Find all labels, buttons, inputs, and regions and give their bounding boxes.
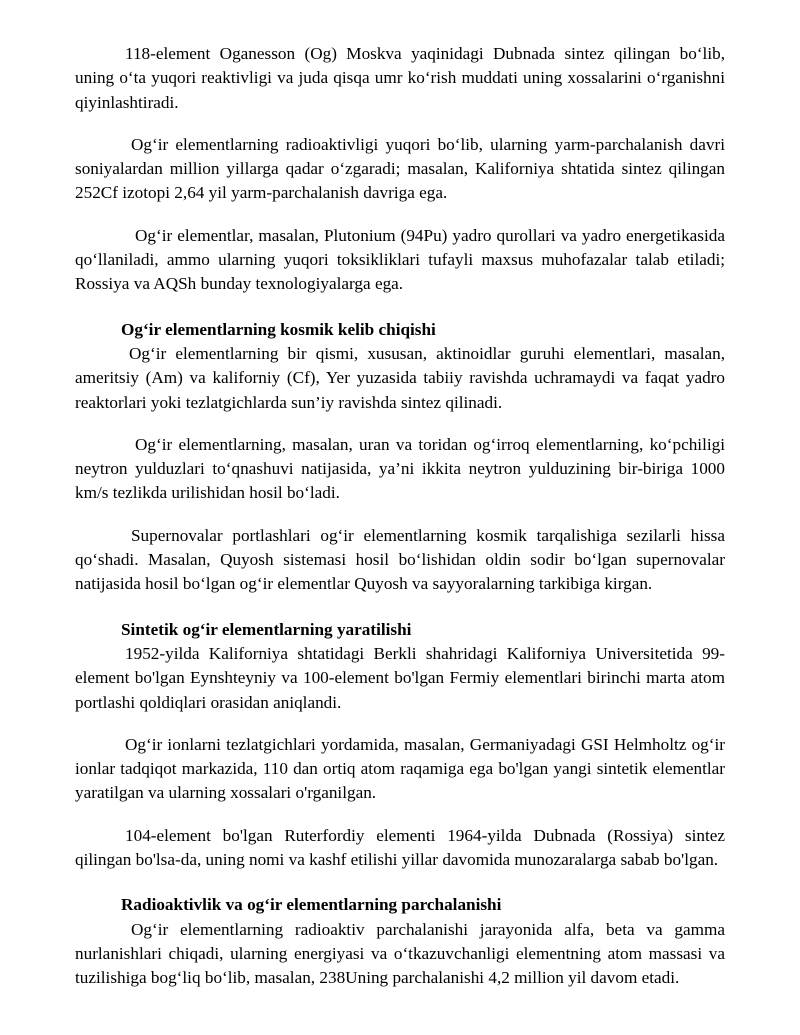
paragraph: Og‘ir elementlarning, masalan, uran va toridan og‘irroq elementlarning, ko‘pchiligi neytron yulduzlari to‘qnashuvi natijasida, ya’ni ikkita neytron yulduzining bir-biriga 1000 km/s tezlikda urilishidan hosil bo‘ladi. [75, 434, 725, 503]
document-page [75, 42, 725, 991]
section-heading: Radioaktivlik va og‘ir elementlarning parchalanishi [121, 895, 502, 915]
paragraph: Og‘ir elementlarning bir qismi, xususan, aktinoidlar guruhi elementlari, masalan, ameritsiy (Am) va kaliforniy (Cf), Yer yuzasida tabiiy ravishda uchramaydi va faqat yadro reaktorlari yoki tezlatgichlarda sun’iy ravishda sintez qilinadi. [75, 343, 725, 412]
paragraph: 118-element Oganesson (Og) Moskva yaqinidagi Dubnada sintez qilingan bo‘lib, uning o‘ta yuqori reaktivligi va juda qisqa umr ko‘rish muddati uning xossalarini o‘rganishni qiyinlashtiradi. [75, 44, 725, 112]
paragraph: Og‘ir elementlar, masalan, Plutonium (94Pu) yadro qurollari va yadro energetikasida qo‘llaniladi, ammo ularning yuqori toksikliklari tufayli maxsus muhofazalar talab etiladi; Rossiya va AQSh bunday texnologiyalarga ega. [75, 225, 725, 294]
paragraph: Supernovalar portlashlari og‘ir elementlarning kosmik tarqalishiga sezilarli hissa qo‘shadi. Masalan, Quyosh sistemasi hosil bo‘lishidan oldin sodir bo‘lgan supernovalar natijasida hosil bo‘lgan og‘ir elementlar Quyosh va sayyoralarning tarkibiga kirgan. [75, 525, 725, 594]
paragraph: Og‘ir elementlarning radioaktiv parchalanishi jarayonida alfa, beta va gamma nurlanishlari chiqadi, ularning energiyasi va o‘tkazuvchanligi elementning atom massasi va tuzilishiga bog‘liq bo‘lib, masalan, 238Uning parchalanishi 4,2 million yil davom etadi. [75, 919, 725, 988]
paragraph: Og‘ir ionlarni tezlatgichlari yordamida, masalan, Germaniyadagi GSI Helmholtz og‘ir ionlar tadqiqot markazida, 110 dan ortiq atom raqamiga ega bo'lgan yangi sintetik elementlar yaratilgan va ularning xossalari o'rganilgan. [75, 734, 725, 803]
section-heading: Sintetik og‘ir elementlarning yaratilishi [121, 619, 412, 639]
section-heading: Og‘ir elementlarning kosmik kelib chiqishi [121, 319, 436, 339]
paragraph: Og‘ir elementlarning radioaktivligi yuqori bo‘lib, ularning yarm-parchalanish davri soniyalardan million yillarga qadar o‘zgaradi; masalan, Kaliforniya shtatida sintez qilingan 252Cf izotopi 2,64 yil yarm-parchalanish davriga ega. [75, 134, 725, 203]
paragraph: 1952-yilda Kaliforniya shtatidagi Berkli shahridagi Kaliforniya Universitetida 99-element bo'lgan Eynshteyniy va 100-element bo'lgan Fermiy elementlari birinchi marta atom portlashi qoldiqlari orasidan aniqlandi. [75, 643, 725, 712]
paragraph: 104-element bo'lgan Ruterfordiy elementi 1964-yilda Dubnada (Rossiya) sintez qilingan bo'lsa-da, uning nomi va kashf etilishi yillar davomida munozaralarga sabab bo'lgan. [75, 825, 725, 870]
